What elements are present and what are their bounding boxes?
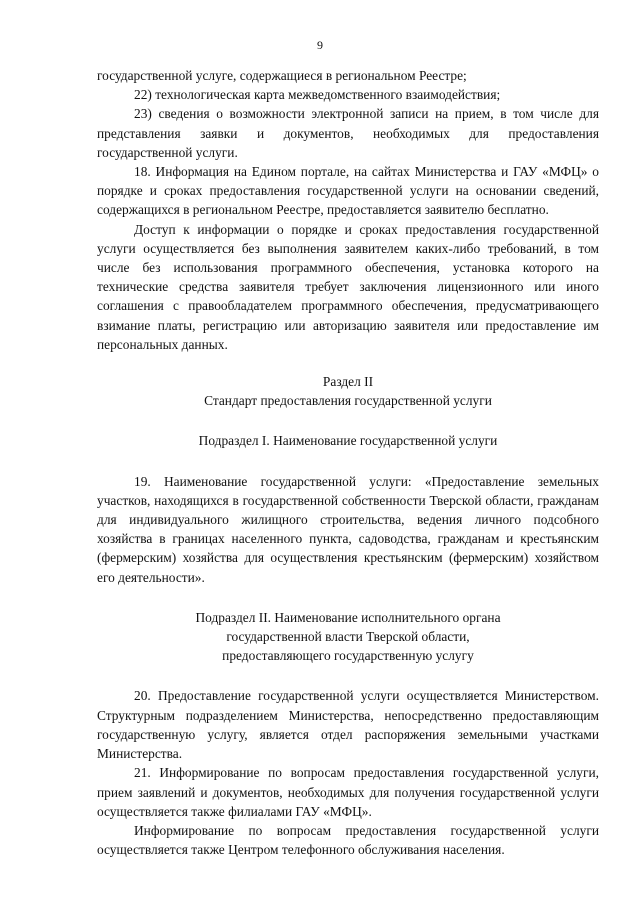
- paragraph-19: 19. Наименование государственной услуги: «Предоставление земельных участков, находящихся в государственной собственности Тверской области, гражданам для индивидуального жилищного строительства, ведения личного подсобного хозяйства в границах населенного пункта, садоводства, гражданам и крестьянским (фермерским) хозяйства для осуществления крестьянским (фермерским) хозяйством его деятельности».: [97, 473, 599, 585]
- section-title: Раздел II: [322, 374, 374, 390]
- subsection-2-title-line-3: предоставляющего государственную услугу: [222, 648, 474, 664]
- list-item-23: 23) сведения о возможности электронной записи на прием, в том числе для представления заявки и документов, необходимых для предоставления государственной услуги.: [97, 106, 599, 160]
- paragraph-continuation: государственной услуге, содержащиеся в региональном Реестре;: [97, 68, 467, 83]
- subsection-2-title-line-1: Подраздел II. Наименование исполнительного органа: [195, 609, 501, 625]
- paragraph-18: 18. Информация на Едином портале, на сайтах Министерства и ГАУ «МФЦ» о порядке и сроках предоставления государственной услуги на основании сведений, содержащихся в региональном Реестре, предоставляется заявителю бесплатно.: [97, 164, 599, 218]
- paragraph-20: 20. Предоставление государственной услуги осуществляется Министерством. Структурным подразделением Министерства, непосредственно предоставляющим государственную услугу, является отдел распоряжения земельными участками Министерства.: [97, 688, 599, 762]
- subsection-1-title: Подраздел I. Наименование государственной услуги: [198, 433, 498, 449]
- page-number: 9: [317, 38, 323, 52]
- subsection-2-title-line-2: государственной власти Тверской области,: [226, 629, 470, 645]
- document-body: [97, 66, 599, 859]
- paragraph-call-center: Информирование по вопросам предоставления государственной услуги осуществляется также Центром телефонного обслуживания населения.: [97, 822, 599, 858]
- section-subtitle: Стандарт предоставления государственной услуги: [204, 393, 492, 409]
- list-item-22: 22) технологическая карта межведомственного взаимодействия;: [134, 87, 501, 103]
- paragraph-access: Доступ к информации о порядке и сроках предоставления государственной услуги осуществляется без выполнения заявителем каких-либо требований, в том числе без использования программного обеспечения, установка которого на технические средства заявителя требует заключения лицензионного или иного соглашения с правообладателем программного обеспечения, предусматривающего взимание платы, регистрацию или авторизацию заявителя или предоставление им персональных данных.: [97, 221, 599, 352]
- paragraph-21: 21. Информирование по вопросам предоставления государственной услуги, прием заявлений и документов, необходимых для получения государственной услуги осуществляется также филиалами ГАУ «МФЦ».: [97, 765, 599, 819]
